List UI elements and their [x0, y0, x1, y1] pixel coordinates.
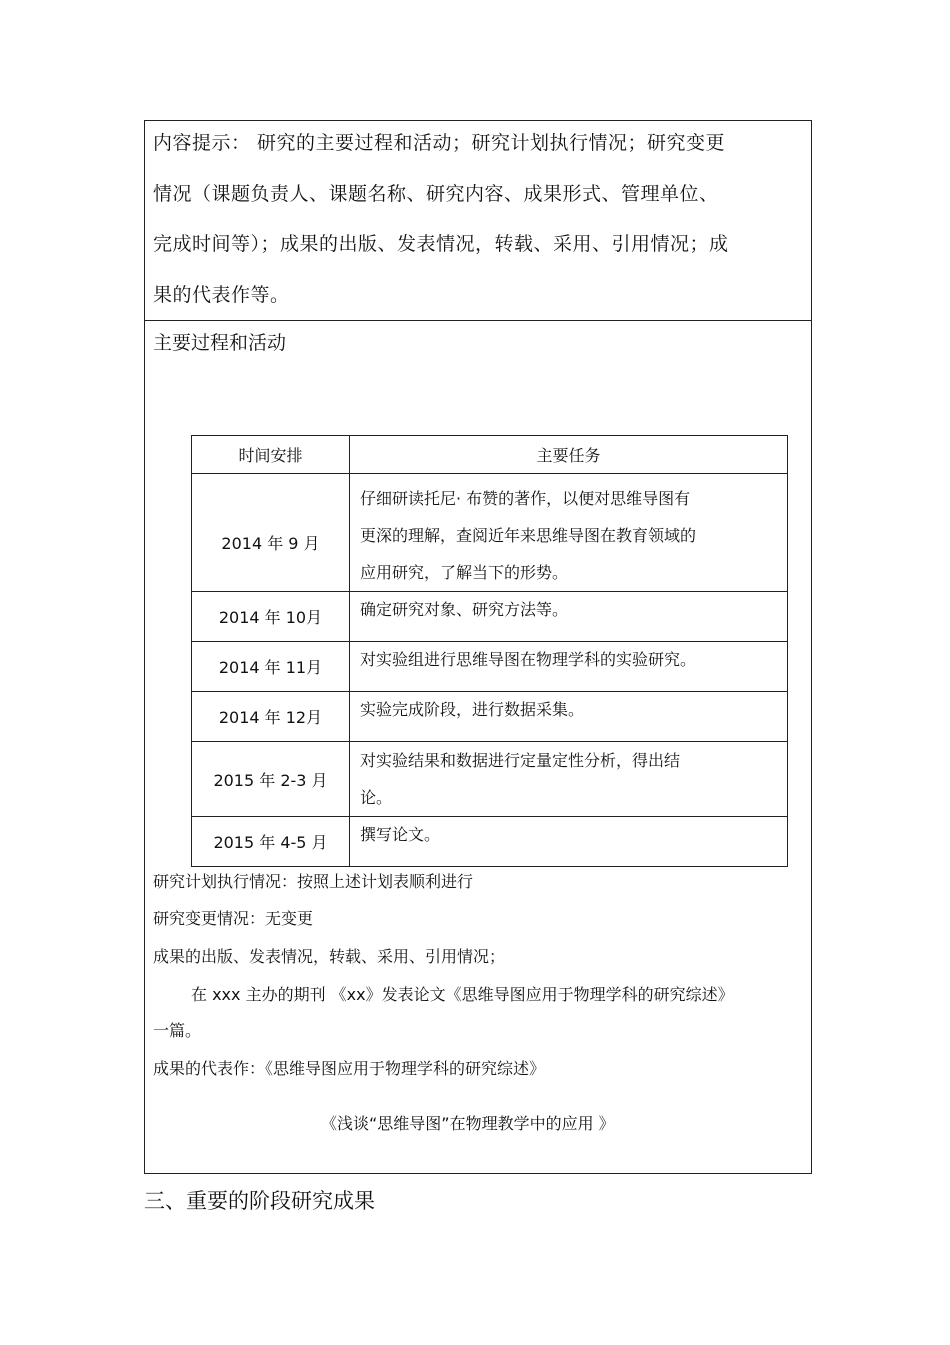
row-date: 2015 年 2-3 月 [192, 742, 350, 817]
report-form-box [144, 120, 812, 1174]
task-line: 仔细研读托尼· 布赞的著作，以便对思维导图有 [360, 489, 691, 508]
table-row [192, 642, 788, 692]
row-task [350, 592, 788, 642]
task-line: 确定研究对象、研究方法等。 [360, 600, 569, 619]
hint-line-1: 内容提示： 研究的主要过程和活动；研究计划执行情况；研究变更 [153, 132, 726, 154]
table-row [192, 742, 788, 817]
content-hint-section [145, 121, 811, 321]
task-line: 撰写论文。 [360, 825, 441, 844]
task-line: 论。 [360, 788, 393, 807]
row-task [350, 742, 788, 817]
plan-execution-text: 研究计划执行情况：按照上述计划表顺利进行 [153, 872, 474, 891]
next-section-heading: 三、重要的阶段研究成果 [144, 1189, 375, 1213]
task-line: 对实验结果和数据进行定量定性分析，得出结 [360, 751, 681, 770]
representative-work-second: 《浅谈“思维导图”在物理教学中的应用 》 [321, 1114, 615, 1133]
row-date: 2014 年 12月 [192, 692, 350, 742]
row-date: 2015 年 4-5 月 [192, 817, 350, 867]
publication-detail: 在 xxx 主办的期刊 《xx》发表论文《思维导图应用于物理学科的研究综述》 [191, 985, 734, 1004]
hint-line-4: 果的代表作等。 [153, 284, 290, 306]
row-date: 2014 年 11月 [192, 642, 350, 692]
representative-work: 成果的代表作：《思维导图应用于物理学科的研究综述》 [153, 1059, 546, 1078]
row-task [350, 817, 788, 867]
row-date: 2014 年 10月 [192, 592, 350, 642]
section-title: 主要过程和活动 [153, 332, 287, 354]
header-time: 时间安排 [192, 436, 350, 474]
table-header-row [192, 436, 788, 474]
task-line: 对实验组进行思维导图在物理学科的实验研究。 [360, 650, 697, 669]
table-row [192, 817, 788, 867]
row-date: 2014 年 9 月 [192, 474, 350, 592]
schedule-table [191, 435, 788, 867]
task-line: 应用研究，了解当下的形势。 [360, 563, 569, 582]
table-row [192, 592, 788, 642]
hint-line-3: 完成时间等）；成果的出版、发表情况，转载、采用、引用情况；成 [153, 233, 729, 255]
publication-label: 成果的出版、发表情况，转载、采用、引用情况； [153, 947, 506, 966]
table-row [192, 474, 788, 592]
publication-count: 一篇。 [153, 1021, 202, 1040]
row-task [350, 642, 788, 692]
hint-line-2: 情况（课题负责人、课题名称、研究内容、成果形式、管理单位、 [153, 183, 719, 205]
task-line: 实验完成阶段，进行数据采集。 [360, 700, 585, 719]
task-line: 更深的理解，查阅近年来思维导图在教育领域的 [360, 526, 697, 545]
row-task [350, 474, 788, 592]
header-task: 主要任务 [350, 436, 788, 474]
row-task [350, 692, 788, 742]
changes-text: 研究变更情况：无变更 [153, 909, 314, 928]
table-row [192, 692, 788, 742]
